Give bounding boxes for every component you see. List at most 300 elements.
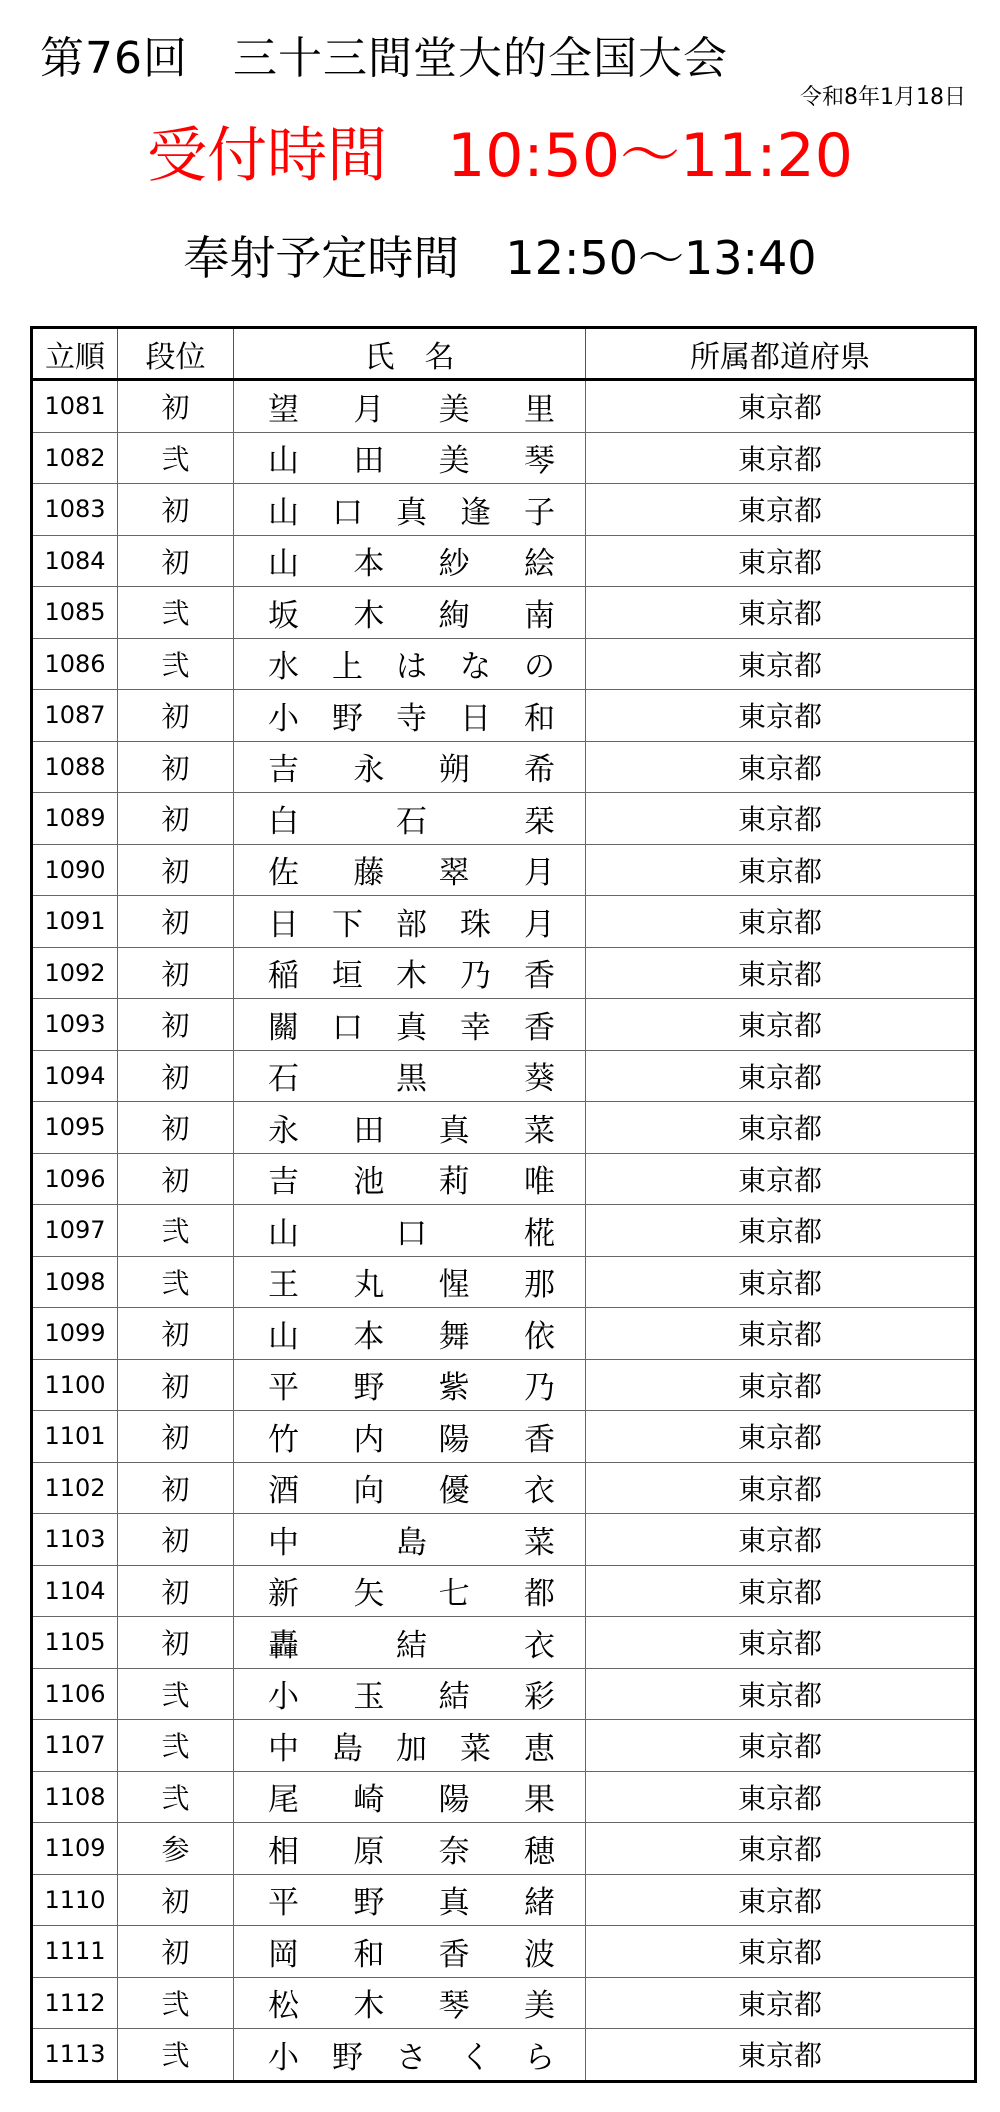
- entry-order: 1085: [32, 587, 118, 639]
- rank: 弐: [118, 2029, 234, 2082]
- entry-order: 1101: [32, 1411, 118, 1463]
- prefecture: 東京都: [586, 1926, 976, 1978]
- table-row: [32, 999, 976, 1051]
- name-character: 真: [396, 494, 427, 531]
- name-character: 稲: [268, 958, 299, 995]
- name-character: 美: [438, 391, 470, 428]
- table-row: [32, 1102, 976, 1154]
- participant-name: [234, 1308, 586, 1360]
- table-row: [32, 1668, 976, 1720]
- name-character: 栞: [524, 803, 555, 840]
- prefecture: 東京都: [586, 1617, 976, 1669]
- name-character: 松: [268, 1988, 299, 2025]
- name-character: 本: [353, 546, 385, 583]
- entry-order: 1082: [32, 432, 118, 484]
- participant-name: [234, 844, 586, 896]
- rank: 初: [118, 793, 234, 845]
- table-row: [32, 1823, 976, 1875]
- entry-order: 1088: [32, 741, 118, 793]
- rank: 初: [118, 380, 234, 433]
- entry-order: 1093: [32, 999, 118, 1051]
- prefecture: 東京都: [586, 1050, 976, 1102]
- column-header-prefecture: 所属都道府県: [586, 328, 976, 380]
- roster-body: [32, 380, 976, 2082]
- name-character: 王: [268, 1267, 299, 1304]
- prefecture: 東京都: [586, 380, 976, 433]
- rank: 初: [118, 1411, 234, 1463]
- table-row: [32, 1514, 976, 1566]
- prefecture: 東京都: [586, 999, 976, 1051]
- name-character: 平: [268, 1370, 299, 1407]
- name-character: 和: [524, 700, 555, 737]
- name-character: 翠: [438, 855, 470, 892]
- participant-name: [234, 1153, 586, 1205]
- scheduled-shooting-time: 奉射予定時間 12:50〜13:40: [183, 231, 817, 285]
- participant-name: [234, 793, 586, 845]
- name-character: 山: [268, 443, 299, 480]
- rank: 初: [118, 1514, 234, 1566]
- name-character: 原: [353, 1833, 385, 1870]
- rank: 初: [118, 1874, 234, 1926]
- prefecture: 東京都: [586, 741, 976, 793]
- roster-table: [30, 326, 977, 2083]
- name-character: 崎: [353, 1782, 385, 1819]
- rank: 弐: [118, 432, 234, 484]
- table-row: [32, 380, 976, 433]
- name-character: 永: [353, 752, 385, 789]
- name-character: 野: [353, 1370, 385, 1407]
- table-row: [32, 793, 976, 845]
- name-character: 衣: [524, 1627, 555, 1664]
- name-character: 木: [353, 1988, 385, 2025]
- name-character: 日: [268, 906, 299, 943]
- table-row: [32, 690, 976, 742]
- name-character: 山: [268, 1215, 299, 1252]
- table-row: [32, 432, 976, 484]
- name-character: 酒: [268, 1473, 299, 1510]
- participant-name: [234, 1565, 586, 1617]
- name-character: 内: [353, 1421, 385, 1458]
- name-character: 美: [523, 1988, 555, 2025]
- name-character: 水: [268, 649, 299, 686]
- rank: 初: [118, 484, 234, 536]
- name-character: 七: [438, 1576, 470, 1613]
- table-row: [32, 1926, 976, 1978]
- name-character: 野: [332, 2039, 363, 2076]
- column-header-order: 立順: [32, 328, 118, 380]
- table-header-row: [32, 328, 976, 380]
- entry-order: 1111: [32, 1926, 118, 1978]
- rank: 弐: [118, 1205, 234, 1257]
- name-character: 紫: [438, 1370, 470, 1407]
- rank: 弐: [118, 1771, 234, 1823]
- participant-name: [234, 1617, 586, 1669]
- name-character: 永: [268, 1112, 299, 1149]
- entry-order: 1098: [32, 1256, 118, 1308]
- rank: 初: [118, 896, 234, 948]
- entry-order: 1105: [32, 1617, 118, 1669]
- entry-order: 1094: [32, 1050, 118, 1102]
- table-row: [32, 844, 976, 896]
- name-character: 都: [523, 1576, 555, 1613]
- rank: 弐: [118, 1977, 234, 2029]
- name-character: 藤: [353, 855, 385, 892]
- name-character: 岡: [268, 1936, 299, 1973]
- entry-order: 1100: [32, 1359, 118, 1411]
- name-character: 陽: [438, 1782, 470, 1819]
- entry-order: 1095: [32, 1102, 118, 1154]
- name-character: 緒: [523, 1885, 555, 1922]
- table-row: [32, 1205, 976, 1257]
- name-character: 尾: [268, 1782, 299, 1819]
- name-character: 山: [268, 494, 299, 531]
- name-character: 希: [523, 752, 555, 789]
- name-character: 加: [396, 1730, 427, 1767]
- participant-name: [234, 947, 586, 999]
- name-character: 池: [353, 1164, 385, 1201]
- column-header-rank: 段位: [118, 328, 234, 380]
- participant-name: [234, 1771, 586, 1823]
- name-character: 椛: [524, 1215, 555, 1252]
- name-character: 竹: [268, 1421, 299, 1458]
- reception-time: 受付時間 10:50〜11:20: [147, 121, 853, 191]
- name-character: 木: [396, 958, 427, 995]
- rank: 初: [118, 1359, 234, 1411]
- rank: 初: [118, 1153, 234, 1205]
- table-row: [32, 1720, 976, 1772]
- prefecture: 東京都: [586, 1256, 976, 1308]
- name-character: 子: [524, 494, 555, 531]
- rank: 初: [118, 1308, 234, 1360]
- participant-name: [234, 690, 586, 742]
- entry-order: 1083: [32, 484, 118, 536]
- name-character: 中: [268, 1730, 299, 1767]
- name-character: 香: [524, 1009, 555, 1046]
- table-row: [32, 741, 976, 793]
- name-character: 莉: [438, 1164, 470, 1201]
- name-character: 奈: [438, 1833, 470, 1870]
- event-date: 令和8年1月18日: [800, 85, 966, 110]
- name-character: 真: [438, 1112, 470, 1149]
- name-character: 唯: [523, 1164, 555, 1201]
- name-character: 新: [268, 1576, 299, 1613]
- name-character: 矢: [353, 1576, 385, 1613]
- participant-name: [234, 1926, 586, 1978]
- participant-name: [234, 1256, 586, 1308]
- prefecture: 東京都: [586, 1462, 976, 1514]
- prefecture: 東京都: [586, 1668, 976, 1720]
- name-character: 相: [268, 1833, 299, 1870]
- name-character: 乃: [523, 1370, 555, 1407]
- rank: 初: [118, 535, 234, 587]
- entry-order: 1112: [32, 1977, 118, 2029]
- name-character: 珠: [460, 906, 491, 943]
- prefecture: 東京都: [586, 1771, 976, 1823]
- rank: 初: [118, 1565, 234, 1617]
- name-character: 黒: [396, 1061, 427, 1098]
- name-character: 紗: [438, 546, 470, 583]
- prefecture: 東京都: [586, 1153, 976, 1205]
- name-character: 小: [268, 2039, 299, 2076]
- name-character: 寺: [396, 700, 427, 737]
- name-character: 依: [523, 1318, 555, 1355]
- name-character: 月: [353, 391, 385, 428]
- table-row: [32, 1411, 976, 1463]
- name-character: 那: [523, 1267, 555, 1304]
- name-character: く: [460, 2039, 491, 2076]
- name-character: 菜: [460, 1730, 491, 1767]
- entry-order: 1092: [32, 947, 118, 999]
- prefecture: 東京都: [586, 1308, 976, 1360]
- participant-name: [234, 535, 586, 587]
- name-character: さ: [396, 2039, 427, 2076]
- name-character: 木: [353, 597, 385, 634]
- rank: 初: [118, 1926, 234, 1978]
- name-character: ら: [524, 2039, 555, 2076]
- name-character: 菜: [524, 1524, 555, 1561]
- entry-order: 1110: [32, 1874, 118, 1926]
- participant-name: [234, 1462, 586, 1514]
- prefecture: 東京都: [586, 1823, 976, 1875]
- rank: 弐: [118, 1668, 234, 1720]
- rank: 弐: [118, 638, 234, 690]
- name-character: 山: [268, 546, 299, 583]
- name-character: 南: [523, 597, 555, 634]
- name-character: 里: [523, 391, 555, 428]
- name-character: 白: [268, 803, 299, 840]
- rank: 初: [118, 1462, 234, 1514]
- entry-order: 1084: [32, 535, 118, 587]
- entry-order: 1104: [32, 1565, 118, 1617]
- table-row: [32, 1308, 976, 1360]
- rank: 初: [118, 1617, 234, 1669]
- entry-order: 1091: [32, 896, 118, 948]
- name-character: 野: [353, 1885, 385, 1922]
- rank: 弐: [118, 587, 234, 639]
- name-character: 月: [523, 855, 555, 892]
- rank: 初: [118, 844, 234, 896]
- entry-order: 1086: [32, 638, 118, 690]
- table-row: [32, 1771, 976, 1823]
- name-character: 結: [396, 1627, 427, 1664]
- name-character: 葵: [524, 1061, 555, 1098]
- table-row: [32, 947, 976, 999]
- name-character: な: [460, 649, 491, 686]
- name-character: 關: [268, 1009, 299, 1046]
- name-character: 香: [524, 958, 555, 995]
- entry-order: 1087: [32, 690, 118, 742]
- prefecture: 東京都: [586, 1411, 976, 1463]
- name-character: 田: [353, 443, 385, 480]
- name-character: 垣: [332, 958, 363, 995]
- name-character: 平: [268, 1885, 299, 1922]
- name-character: 田: [353, 1112, 385, 1149]
- table-row: [32, 1462, 976, 1514]
- prefecture: 東京都: [586, 1720, 976, 1772]
- entry-order: 1103: [32, 1514, 118, 1566]
- prefecture: 東京都: [586, 1359, 976, 1411]
- participant-name: [234, 1205, 586, 1257]
- participant-name: [234, 2029, 586, 2082]
- rank: 弐: [118, 1256, 234, 1308]
- participant-name: [234, 587, 586, 639]
- name-character: 口: [332, 494, 363, 531]
- participant-name: [234, 432, 586, 484]
- prefecture: 東京都: [586, 432, 976, 484]
- rank: 初: [118, 1102, 234, 1154]
- prefecture: 東京都: [586, 2029, 976, 2082]
- participant-name: [234, 1411, 586, 1463]
- name-character: 穂: [523, 1833, 555, 1870]
- name-character: 波: [523, 1936, 555, 1973]
- prefecture: 東京都: [586, 690, 976, 742]
- table-row: [32, 1565, 976, 1617]
- name-character: 香: [523, 1421, 555, 1458]
- name-character: 石: [396, 803, 427, 840]
- name-character: 小: [268, 1679, 299, 1716]
- name-character: 野: [332, 700, 363, 737]
- name-character: 和: [353, 1936, 385, 1973]
- participant-name: [234, 999, 586, 1051]
- name-character: 本: [353, 1318, 385, 1355]
- prefecture: 東京都: [586, 1874, 976, 1926]
- rank: 初: [118, 999, 234, 1051]
- name-character: 石: [268, 1061, 299, 1098]
- name-character: 佐: [268, 855, 299, 892]
- name-character: 美: [438, 443, 470, 480]
- name-character: 真: [438, 1885, 470, 1922]
- prefecture: 東京都: [586, 844, 976, 896]
- name-character: 丸: [353, 1267, 385, 1304]
- name-character: 朔: [438, 752, 470, 789]
- participant-name: [234, 896, 586, 948]
- name-character: 優: [438, 1473, 470, 1510]
- table-row: [32, 535, 976, 587]
- table-row: [32, 587, 976, 639]
- name-character: 乃: [460, 958, 491, 995]
- participant-name: [234, 1720, 586, 1772]
- name-character: 結: [438, 1679, 470, 1716]
- table-row: [32, 1256, 976, 1308]
- name-character: 日: [460, 700, 491, 737]
- name-character: 坂: [268, 597, 299, 634]
- name-character: 島: [332, 1730, 363, 1767]
- name-character: 口: [396, 1215, 427, 1252]
- participant-name: [234, 1823, 586, 1875]
- entry-order: 1090: [32, 844, 118, 896]
- rank: 初: [118, 1050, 234, 1102]
- participant-name: [234, 1102, 586, 1154]
- name-character: 衣: [523, 1473, 555, 1510]
- participant-name: [234, 638, 586, 690]
- name-character: 山: [268, 1318, 299, 1355]
- table-row: [32, 638, 976, 690]
- prefecture: 東京都: [586, 896, 976, 948]
- entry-order: 1109: [32, 1823, 118, 1875]
- participant-name: [234, 1874, 586, 1926]
- name-character: 琴: [523, 443, 555, 480]
- participant-name: [234, 1668, 586, 1720]
- name-character: 向: [353, 1473, 385, 1510]
- entry-order: 1096: [32, 1153, 118, 1205]
- name-character: 中: [268, 1524, 299, 1561]
- name-character: 絢: [438, 597, 470, 634]
- name-character: 菜: [523, 1112, 555, 1149]
- entry-order: 1107: [32, 1720, 118, 1772]
- page-title: 第76回 三十三間堂大的全国大会: [40, 33, 728, 84]
- name-character: 吉: [268, 1164, 299, 1201]
- prefecture: 東京都: [586, 1565, 976, 1617]
- entry-order: 1099: [32, 1308, 118, 1360]
- table-row: [32, 1359, 976, 1411]
- prefecture: 東京都: [586, 638, 976, 690]
- participant-name: [234, 1359, 586, 1411]
- rank: 初: [118, 741, 234, 793]
- name-character: 望: [268, 391, 299, 428]
- name-character: 陽: [438, 1421, 470, 1458]
- table-row: [32, 1977, 976, 2029]
- name-character: 上: [332, 649, 363, 686]
- prefecture: 東京都: [586, 1977, 976, 2029]
- name-character: 香: [438, 1936, 470, 1973]
- participant-name: [234, 380, 586, 433]
- entry-order: 1081: [32, 380, 118, 433]
- prefecture: 東京都: [586, 587, 976, 639]
- prefecture: 東京都: [586, 793, 976, 845]
- prefecture: 東京都: [586, 1514, 976, 1566]
- participant-name: [234, 1977, 586, 2029]
- name-character: 惺: [438, 1267, 470, 1304]
- name-character: 琴: [438, 1988, 470, 2025]
- prefecture: 東京都: [586, 535, 976, 587]
- participant-name: [234, 484, 586, 536]
- entry-order: 1089: [32, 793, 118, 845]
- entry-order: 1097: [32, 1205, 118, 1257]
- table-row: [32, 1050, 976, 1102]
- rank: 初: [118, 947, 234, 999]
- name-character: 玉: [353, 1679, 385, 1716]
- name-character: 舞: [438, 1318, 470, 1355]
- name-character: は: [396, 649, 427, 686]
- prefecture: 東京都: [586, 947, 976, 999]
- name-character: 口: [332, 1009, 363, 1046]
- table-row: [32, 2029, 976, 2082]
- rank: 弐: [118, 1720, 234, 1772]
- name-character: 月: [524, 906, 555, 943]
- name-character: 絵: [523, 546, 555, 583]
- participant-name: [234, 741, 586, 793]
- entry-order: 1108: [32, 1771, 118, 1823]
- name-character: 轟: [268, 1627, 299, 1664]
- table-row: [32, 1617, 976, 1669]
- name-character: の: [524, 649, 555, 686]
- entry-order: 1113: [32, 2029, 118, 2082]
- prefecture: 東京都: [586, 484, 976, 536]
- name-character: 部: [396, 906, 427, 943]
- table-row: [32, 896, 976, 948]
- name-character: 彩: [523, 1679, 555, 1716]
- entry-order: 1106: [32, 1668, 118, 1720]
- table-row: [32, 484, 976, 536]
- rank: 参: [118, 1823, 234, 1875]
- table-row: [32, 1153, 976, 1205]
- name-character: 下: [332, 906, 363, 943]
- prefecture: 東京都: [586, 1205, 976, 1257]
- entry-order: 1102: [32, 1462, 118, 1514]
- participant-name: [234, 1514, 586, 1566]
- name-character: 恵: [524, 1730, 555, 1767]
- name-character: 真: [396, 1009, 427, 1046]
